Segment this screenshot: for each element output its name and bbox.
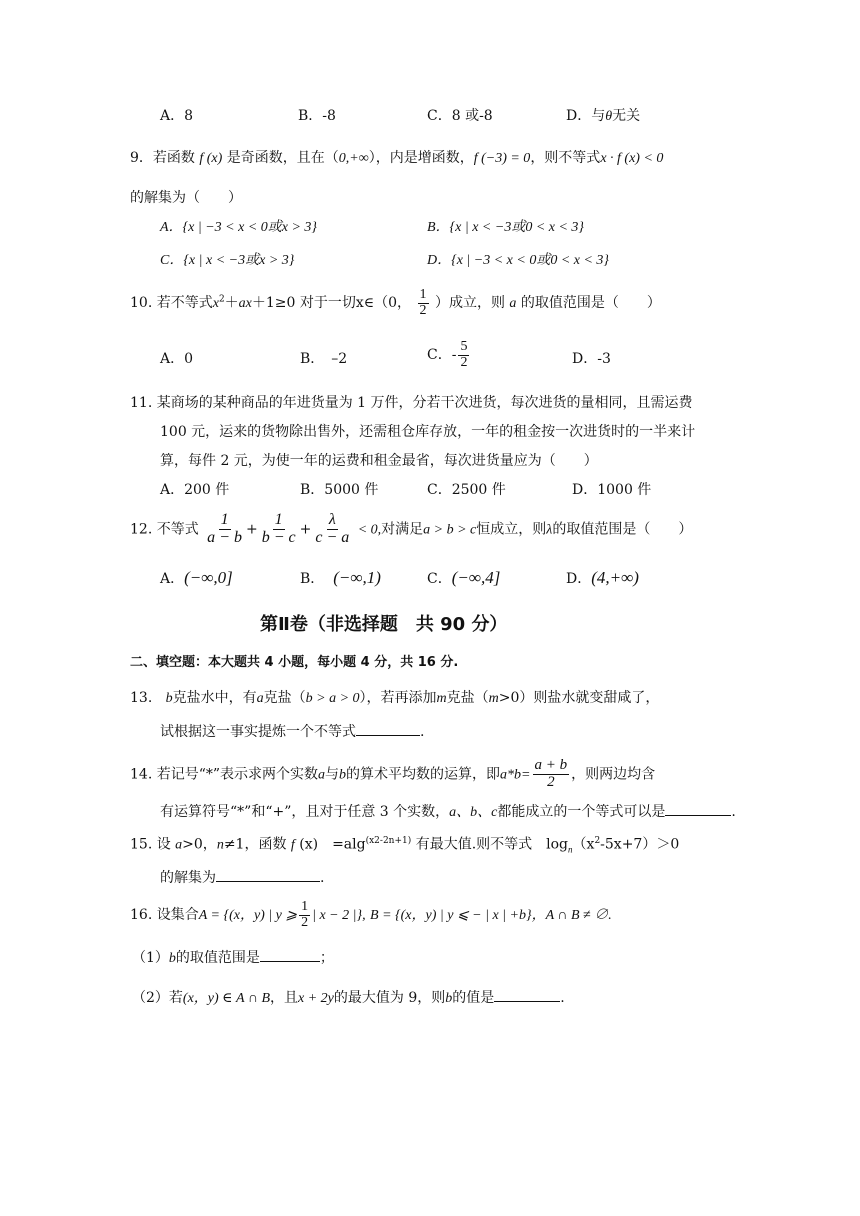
q10-fraction: $\frac{1}{2}$	[419, 287, 427, 318]
q10-option-c: C．- $\frac{5}{2}$	[427, 339, 468, 370]
q12-fraction-1: $\frac{1}{a - b}$	[207, 511, 242, 546]
q16-part2: （2）若(x，y) ∈ A ∩ B，且x + 2y的最大值为 9，则b的值是 .	[132, 990, 565, 1006]
q12-fraction-3: $\frac{\lambda}{c - a}$	[315, 511, 350, 546]
q10-text-tail: ＋1≥0 对于一切	[251, 295, 356, 312]
q15-exponent: (x2-2n+1)	[365, 836, 412, 846]
q14-stem-line2: 有运算符号“*”和“+”，且对于任意 3 个实数，a、b、c都能成立的一个等式可以是 .	[160, 804, 736, 820]
q12-option-a: A．(−∞,0]	[160, 568, 233, 587]
q9-fx: f (x)	[199, 151, 223, 166]
q12-lt-zero: < 0,	[357, 522, 382, 538]
q11-text-1: 某商场的某种商品的年进货量为 1 万件，分若干次进货，每次进货的量相同，且需运费	[156, 395, 693, 411]
q13-stem-line2: 试根据这一事实提炼一个不等式 .	[160, 724, 425, 740]
q9-inequality: x · f (x) < 0	[600, 151, 664, 166]
q9-option-c: C．{x | x < −3或x > 3}	[160, 253, 295, 268]
q9-stem-line2: 的解集为（ ）	[130, 190, 242, 206]
q14-number: 14.	[130, 766, 153, 783]
q15-stem-line2: 的解集为 .	[160, 870, 325, 886]
q11-stem-line3: 算，每件 2 元，为使一年的运费和租金最省，每次进货量应为（ ）	[160, 453, 598, 469]
q10-number: 10.	[130, 295, 153, 312]
q15-stem-line1: 15. 设 a>0，n≠1，函数 f (x) =alg$^{(x2-2n+1)}$ 有最大值.则不等式 $\log_n(x^2-5x+7)>0$	[130, 836, 680, 855]
q8-d-theta: θ	[605, 109, 613, 124]
q8-option-d	[566, 108, 640, 126]
q10-plus: ＋	[224, 295, 239, 312]
q11-stem-line2: 100 元，运来的货物除出售外，还需租仓库存放，一年的租金按一次进货时的一半来计	[160, 424, 696, 440]
q8-d-prefix: D．与	[566, 108, 606, 124]
q16-set-b: B = {(x，y) | y ⩽ − | x | +b}	[370, 908, 532, 924]
q12-stem: 12. 不等式 $\frac{1}{a - b}$ + $\frac{1}{b - c}$ + $\frac{\lambda}{c - a}$ < 0,对满足a > b > c恒成立，则λ的取值范围是（ ）	[130, 511, 693, 546]
q10-stem: 10. 若不等式$x^2+ax+1\ge 0$ 对于一切x∈（0， $\frac{1}{2}$ ）成立，则 a 的取值范围是（ ）	[130, 287, 661, 318]
q10-option-a: A．0	[160, 351, 194, 367]
q12-condition: a > b > c	[423, 522, 477, 538]
q9-text-c: ），内是增函数，	[368, 150, 474, 166]
q13-stem-line1: 13. b克盐水中，有a克盐（b > a > 0），若再添加m克盐（m>0）则盐水就变甜咸了，	[130, 690, 660, 706]
q15-number: 15.	[130, 836, 153, 853]
q16-number: 16.	[130, 907, 153, 924]
q12-option-d: D．(4,+∞)	[566, 568, 639, 587]
q8-option-c: C．8 或-8	[427, 108, 493, 124]
q16-part2-blank[interactable]	[494, 1001, 560, 1002]
q10-domain: x∈（0，	[355, 295, 412, 312]
q12-fraction-2: $\frac{1}{b - c}$	[261, 511, 296, 546]
q12-text-pre: 不等式	[156, 521, 199, 538]
q10-ax: ax	[238, 296, 252, 312]
q11-option-b: B．5000 件	[300, 482, 379, 498]
q16-part1-blank[interactable]	[260, 961, 320, 962]
q16-stem: 16. 设集合A = {(x，y) | y ⩾ $\frac{1}{2}$ | x − 2 |}, B = {(x，y) | y ⩽ − | x | +b}，A ∩ B ≠ ∅.	[130, 899, 612, 930]
q9-option-b: B．{x | x < −3或0 < x < 3}	[427, 220, 585, 235]
section-heading: 二、填空题：本大题共 4 小题，每小题 4 分，共 16 分.	[130, 655, 459, 670]
q13-condition: b > a > 0	[305, 691, 360, 706]
q14-answer-blank[interactable]	[665, 815, 731, 816]
q9-number: 9．	[130, 150, 153, 166]
q12-option-c: C．(−∞,4]	[427, 568, 501, 587]
q12-text-post-a: 恒成立，则	[476, 521, 547, 538]
q9-text-b: 是奇函数，且在（	[226, 150, 339, 166]
q8-d-suffix: 无关	[612, 108, 641, 124]
q11-option-c: C．2500 件	[427, 482, 506, 498]
q12-text-post-b: 的取值范围是（ ）	[552, 521, 693, 538]
q14-fraction: $\frac{a + b}{2}$	[534, 757, 568, 790]
q12-number: 12.	[130, 521, 153, 538]
q9-interval: 0,+∞	[338, 151, 369, 166]
q13-number: 13.	[130, 690, 153, 706]
q16-set-a: A = {(x，y) | y ⩾	[198, 908, 298, 924]
q12-option-b: B． (−∞,1)	[300, 568, 381, 587]
q11-number: 11.	[130, 395, 153, 411]
q9-option-a: A．{x | −3 < x < 0或x > 3}	[160, 220, 318, 235]
q9-stem-line1	[130, 150, 663, 168]
q11-option-a: A．200 件	[160, 482, 230, 498]
q11-stem-line1	[130, 395, 693, 412]
q10-x: x	[212, 296, 219, 312]
section-title: 第Ⅱ卷（非选择题 共 90 分）	[260, 614, 508, 635]
q16-fraction: $\frac{1}{2}$	[301, 899, 309, 930]
q8-option-a: A．8	[160, 108, 194, 124]
q10-text-pre: 若不等式	[156, 295, 213, 312]
q9-condition: f (−3) = 0	[473, 151, 531, 166]
q10-var-a: a	[509, 296, 517, 312]
q12-text-mid: 对满足	[381, 521, 424, 538]
q10-option-d: D．-3	[572, 351, 611, 367]
q10-text-post-a: ）成立，则	[434, 295, 505, 312]
q9-option-d: D．{x | −3 < x < 0或0 < x < 3}	[427, 253, 610, 268]
q8-option-b: B．-8	[298, 108, 336, 124]
q10-text-post-b: 的取值范围是（ ）	[520, 295, 661, 312]
q15-answer-blank[interactable]	[216, 881, 320, 882]
q12-lambda: λ	[546, 522, 553, 538]
q16-part1: （1）b的取值范围是 ；	[132, 950, 334, 966]
q9-text-a: 若函数	[152, 150, 195, 166]
q10-option-b: B． –2	[300, 351, 348, 367]
q11-option-d: D．1000 件	[572, 482, 652, 498]
q10-c-fraction: $\frac{5}{2}$	[460, 339, 468, 370]
q14-stem-line1: 14. 若记号“*”表示求两个实数a与b的算术平均数的运算，即a*b= $\frac{a + b}{2}$ ，则两边均含	[130, 757, 656, 790]
q9-text-d: ，则不等式	[530, 150, 601, 166]
q13-answer-blank[interactable]	[356, 735, 420, 736]
